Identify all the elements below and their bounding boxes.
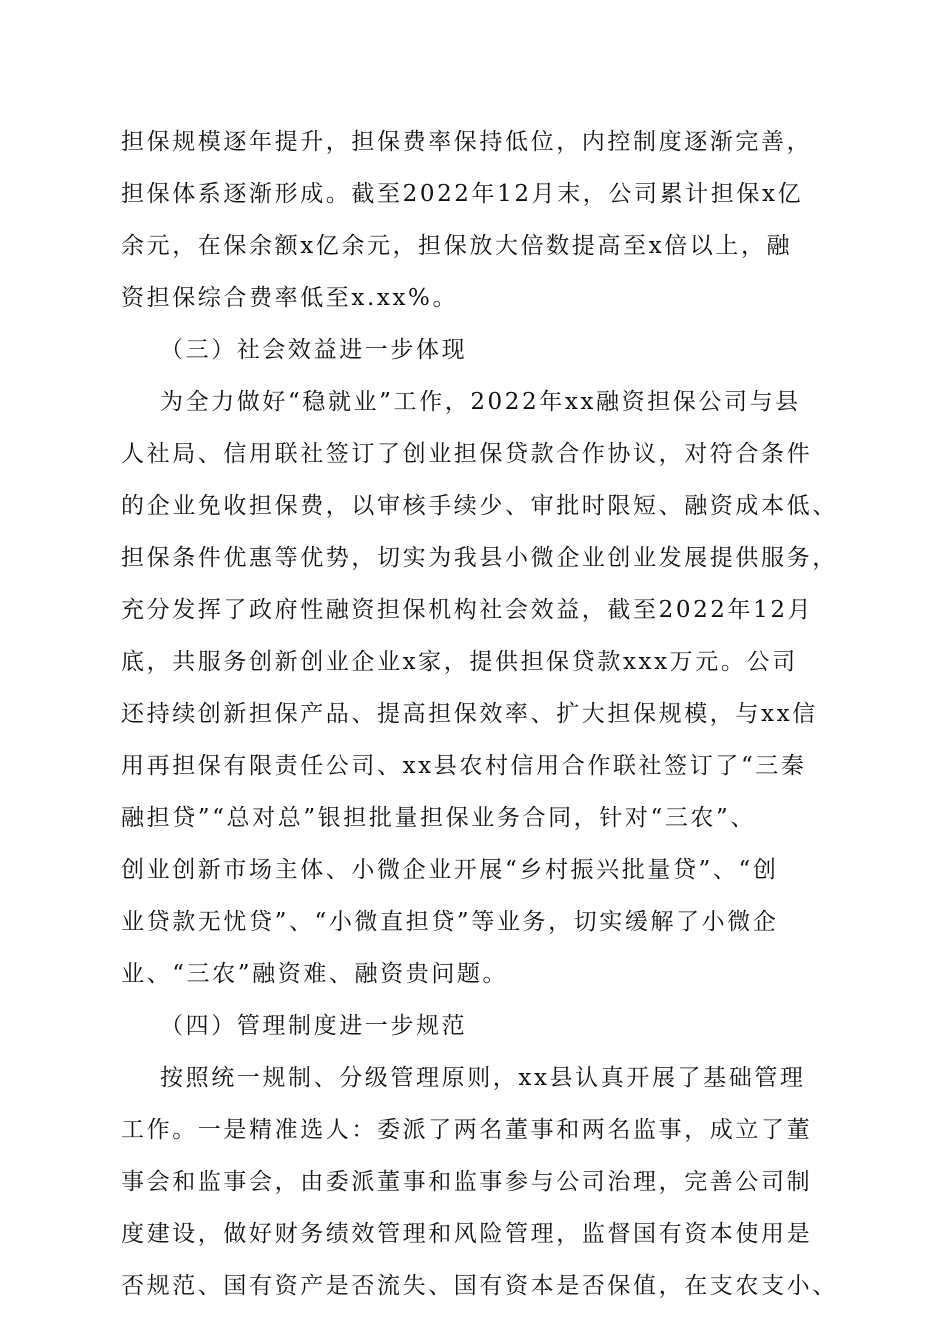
paragraph-line: 余元，在保余额x亿余元，担保放大倍数提高至x倍以上，融 — [121, 233, 793, 259]
paragraph-line: 底，共服务创新创业企业x家，提供担保贷款xxx万元。公司 — [121, 649, 798, 675]
paragraph-line: 融担贷”“总对总”银担批量担保业务合同，针对“三农”、 — [121, 805, 756, 831]
paragraph-line: 为全力做好“稳就业”工作，2022年xx融资担保公司与县 — [160, 389, 801, 415]
paragraph-line: 业、“三农”融资难、融资贵问题。 — [121, 961, 509, 987]
paragraph-line: 创业创新市场主体、小微企业开展“乡村振兴批量贷”、“创 — [121, 857, 779, 883]
paragraph-line: 资担保综合费率低至x.xx%。 — [121, 285, 459, 311]
section-heading: （四）管理制度进一步规范 — [160, 1013, 468, 1039]
paragraph-line: 还持续创新担保产品、提高担保效率、扩大担保规模，与xx信 — [121, 701, 818, 727]
paragraph-line: 用再担保有限责任公司、xx县农村信用合作联社签订了“三秦 — [121, 753, 807, 779]
paragraph-line: 工作。一是精准选人：委派了两名董事和两名监事，成立了董 — [121, 1117, 813, 1143]
paragraph-line: 按照统一规制、分级管理原则，xx县认真开展了基础管理 — [160, 1065, 806, 1091]
paragraph-line: 度建设，做好财务绩效管理和风险管理，监督国有资本使用是 — [121, 1221, 813, 1247]
paragraph-line: 担保条件优惠等优势，切实为我县小微企业创业发展提供服务， — [121, 545, 838, 571]
paragraph-line: 充分发挥了政府性融资担保机构社会效益，截至2022年12月 — [121, 597, 814, 623]
paragraph-line: 担保规模逐年提升，担保费率保持低位，内控制度逐渐完善， — [121, 129, 813, 155]
paragraph-line: 事会和监事会，由委派董事和监事参与公司治理，完善公司制 — [121, 1169, 813, 1195]
paragraph-line: 人社局、信用联社签订了创业担保贷款合作协议，对符合条件 — [121, 441, 813, 467]
paragraph-line: 业贷款无忧贷”、“小微直担贷”等业务，切实缓解了小微企 — [121, 909, 779, 935]
paragraph-line: 担保体系逐渐形成。截至2022年12月末，公司累计担保x亿 — [121, 181, 804, 207]
paragraph-line: 否规范、国有资产是否流失、国有资本是否保值，在支农支小、 — [121, 1273, 838, 1299]
section-heading: （三）社会效益进一步体现 — [160, 337, 468, 363]
paragraph-line: 的企业免收担保费，以审核手续少、审批时限短、融资成本低、 — [121, 493, 838, 519]
